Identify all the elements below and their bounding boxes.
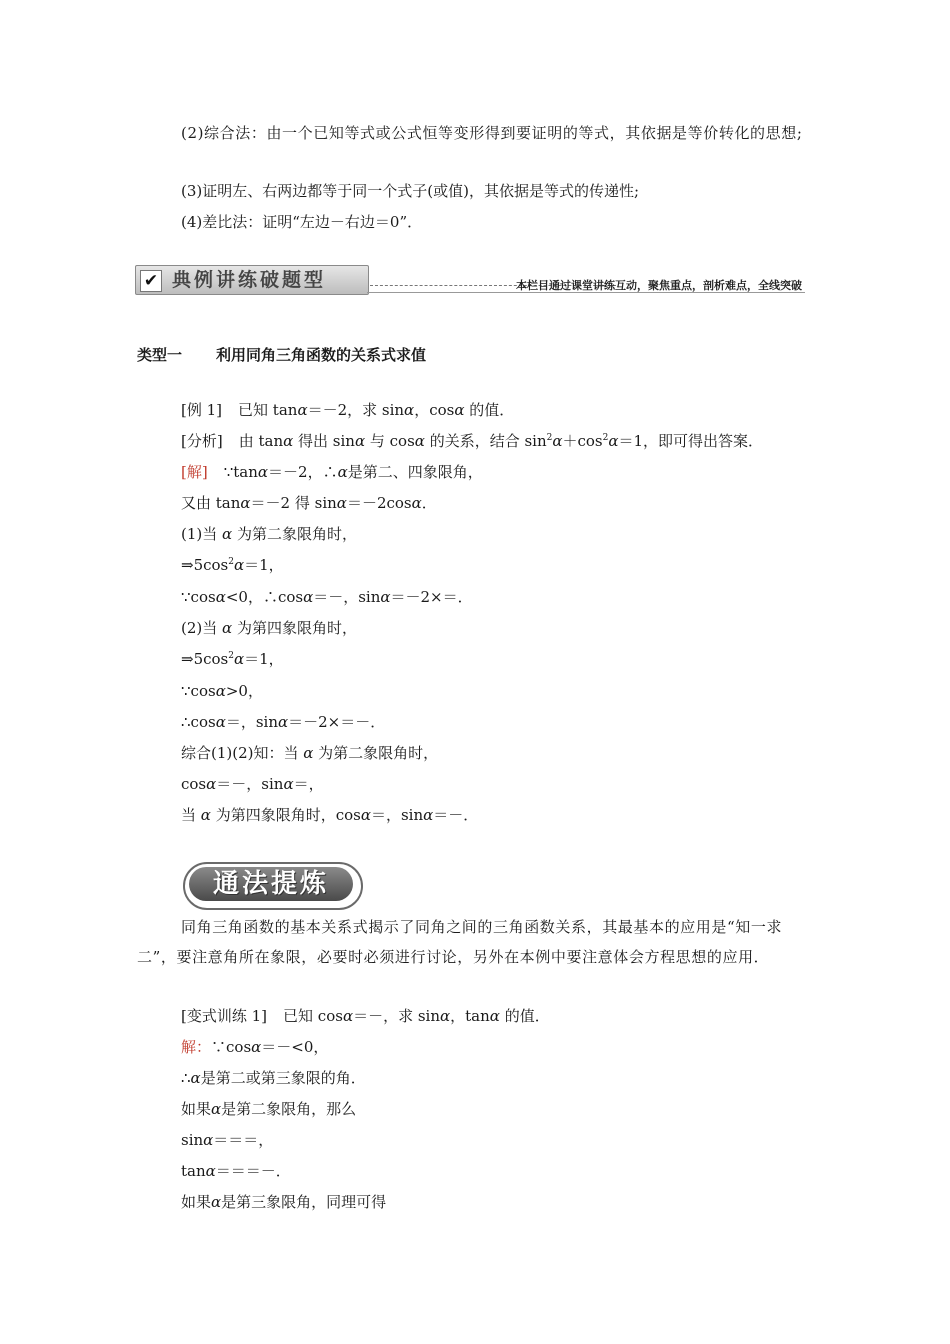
solution-line-11 — [181, 774, 324, 794]
text: ＝1，即可得出答案． — [618, 432, 764, 450]
alpha: α — [203, 1131, 214, 1149]
alpha: α — [233, 556, 245, 574]
text: 的值． — [464, 401, 515, 419]
text: ＝1， — [244, 556, 284, 574]
alpha: α — [423, 806, 434, 824]
text: ＝1， — [244, 650, 284, 668]
variant-line-5 — [181, 1161, 291, 1181]
alpha: α — [360, 806, 371, 824]
text: sin — [181, 1131, 204, 1149]
text: ＝， — [293, 775, 324, 793]
text: 如果 — [181, 1193, 212, 1211]
superscript: 2 — [546, 433, 553, 443]
alpha: α — [404, 401, 415, 419]
text: 当 — [181, 806, 201, 824]
variant-solution-tag: 解： — [181, 1038, 212, 1056]
text: ∵cos — [181, 682, 216, 700]
text: ∴cos — [181, 713, 216, 731]
solution-line-9 — [181, 712, 385, 732]
intro-paragraph-4: (4)差比法：证明“左边－右边＝0”． — [181, 213, 423, 231]
solution-line-6 — [181, 618, 357, 638]
banner-note: 本栏目通过课堂讲练互动，聚焦重点，剖析难点，全线突破 — [516, 279, 802, 292]
alpha: α — [380, 588, 391, 606]
analysis-tag: [分析] — [181, 432, 223, 450]
alpha: α — [440, 1007, 451, 1025]
type-title: 利用同角三角函数的关系式求值 — [216, 346, 427, 364]
solution-line-7 — [181, 649, 284, 669]
solution-line-8 — [181, 681, 263, 701]
text: 的关系，结合 sin — [424, 432, 547, 450]
text: ＝－2，求 sin — [307, 401, 405, 419]
text: ＝，sin — [225, 713, 278, 731]
text: ＝－． — [433, 806, 479, 824]
alpha: α — [206, 775, 217, 793]
alpha: α — [240, 494, 251, 512]
text: ＝，sin — [370, 806, 424, 824]
alpha: α — [336, 494, 347, 512]
alpha: α — [303, 744, 314, 762]
alpha: α — [233, 650, 245, 668]
text: ＝－2×＝． — [390, 588, 473, 606]
alpha: α — [215, 682, 226, 700]
example-tag: [例 1] — [181, 401, 223, 419]
superscript: 2 — [228, 557, 234, 567]
text: 为第二象限角时， — [313, 744, 439, 762]
alpha: α — [257, 463, 269, 481]
alpha: α — [342, 1007, 354, 1025]
alpha: α — [283, 432, 294, 450]
solution-tag: [解] — [181, 463, 208, 481]
text: ＝＝＝－． — [215, 1162, 291, 1180]
text: 如果 — [181, 1100, 212, 1118]
alpha: α — [277, 713, 289, 731]
text: ∵tan — [223, 463, 258, 481]
intro-paragraph-3: (3)证明左、右两边都等于同一个式子(或值)，其依据是等式的传递性; — [181, 182, 640, 200]
alpha: α — [608, 432, 619, 450]
text: 与 cos — [365, 432, 415, 450]
solution-line-10 — [181, 743, 438, 763]
text: ∵cos — [211, 1038, 252, 1056]
variant-line-6 — [181, 1192, 386, 1212]
text: ，cos — [414, 401, 455, 419]
example-question — [181, 400, 514, 420]
text: ＝－，sin — [216, 775, 284, 793]
alpha: α — [222, 619, 233, 637]
text: >0， — [225, 682, 263, 700]
alpha: α — [283, 775, 294, 793]
text: 综合(1)(2)知：当 — [181, 744, 304, 762]
alpha: α — [337, 463, 348, 481]
alpha: α — [411, 494, 422, 512]
text: 是第二或第三象限的角． — [200, 1069, 366, 1087]
text: 的值． — [499, 1007, 550, 1025]
text: ． — [421, 494, 437, 512]
text: (1)当 — [181, 525, 223, 543]
variant-line-2 — [181, 1068, 366, 1088]
text: ＝－2，∴ — [268, 463, 338, 481]
method-badge — [183, 860, 363, 912]
alpha: α — [215, 713, 226, 731]
alpha: α — [552, 432, 563, 450]
text: ＝－<0， — [261, 1038, 329, 1056]
variant-line-1 — [181, 1037, 328, 1057]
solution-line-12 — [181, 805, 478, 825]
superscript: 2 — [602, 433, 609, 443]
text: (2)当 — [181, 619, 223, 637]
text: tan — [181, 1162, 206, 1180]
alpha: α — [211, 1100, 222, 1118]
text: ＝－2×＝－． — [288, 713, 386, 731]
solution-line-4 — [181, 555, 284, 575]
superscript: 2 — [228, 651, 234, 661]
alpha: α — [354, 432, 366, 450]
text: 得出 sin — [293, 432, 355, 450]
alpha: α — [215, 588, 226, 606]
solution-line-1 — [181, 462, 483, 482]
banner-title: 典例讲练破题型 — [172, 269, 327, 291]
alpha: α — [454, 401, 465, 419]
text: cos — [181, 775, 207, 793]
variant-tag: [变式训练 1] — [181, 1007, 268, 1025]
text: <0，∴cos — [225, 588, 304, 606]
text: 是第二象限角，那么 — [221, 1100, 357, 1118]
type-label: 类型一 — [137, 346, 183, 364]
text: 为第四象限角时， — [232, 619, 357, 637]
text: ＋cos — [562, 432, 603, 450]
text: 已知 cos — [283, 1007, 343, 1025]
alpha: α — [251, 1038, 262, 1056]
variant-line-4 — [181, 1130, 273, 1150]
text: ＝＝＝， — [213, 1131, 274, 1149]
banner-box — [135, 265, 369, 295]
text: 由 tan — [238, 432, 284, 450]
text: ＝－2 得 sin — [250, 494, 337, 512]
alpha: α — [200, 806, 211, 824]
text: 又由 tan — [181, 494, 241, 512]
type-heading — [137, 345, 426, 365]
text: ＝－，求 sin — [353, 1007, 441, 1025]
solution-line-5 — [181, 587, 473, 607]
check-icon: ✔ — [140, 270, 162, 292]
alpha: α — [303, 588, 314, 606]
method-paragraph: 同角三角函数的基本关系式揭示了同角之间的三角函数关系，其最基本的应用是“知一求二”，要注意角所在象限，必要时必须进行讨论，另外在本例中要注意体会方程思想的应用． — [137, 918, 783, 966]
text: ∴ — [181, 1069, 191, 1087]
variant-line-3 — [181, 1099, 356, 1119]
alpha: α — [489, 1007, 500, 1025]
section-banner — [135, 265, 805, 295]
alpha: α — [297, 401, 308, 419]
alpha: α — [190, 1069, 201, 1087]
text: 是第二、四象限角， — [347, 463, 483, 481]
text: ⇒5cos — [181, 556, 229, 574]
text: ∵cos — [181, 588, 216, 606]
text: 已知 tan — [238, 401, 298, 419]
text: 为第四象限角时，cos — [210, 806, 361, 824]
solution-line-3 — [181, 524, 357, 544]
text: ⇒5cos — [181, 650, 229, 668]
alpha: α — [205, 1162, 216, 1180]
intro-paragraph-2: (2)综合法：由一个已知等式或公式恒等变形得到要证明的等式，其依据是等价转化的思想; — [181, 124, 803, 142]
alpha: α — [211, 1193, 222, 1211]
example-analysis — [181, 431, 763, 451]
alpha: α — [414, 432, 425, 450]
solution-line-2 — [181, 493, 437, 513]
text: 为第二象限角时， — [232, 525, 357, 543]
badge-label: 通法提炼 — [212, 869, 329, 899]
text: 是第三象限角，同理可得 — [221, 1193, 387, 1211]
text: ＝－2cos — [346, 494, 412, 512]
text: ，tan — [450, 1007, 490, 1025]
alpha: α — [222, 525, 233, 543]
text: ＝－，sin — [313, 588, 381, 606]
variant-question — [181, 1006, 550, 1026]
